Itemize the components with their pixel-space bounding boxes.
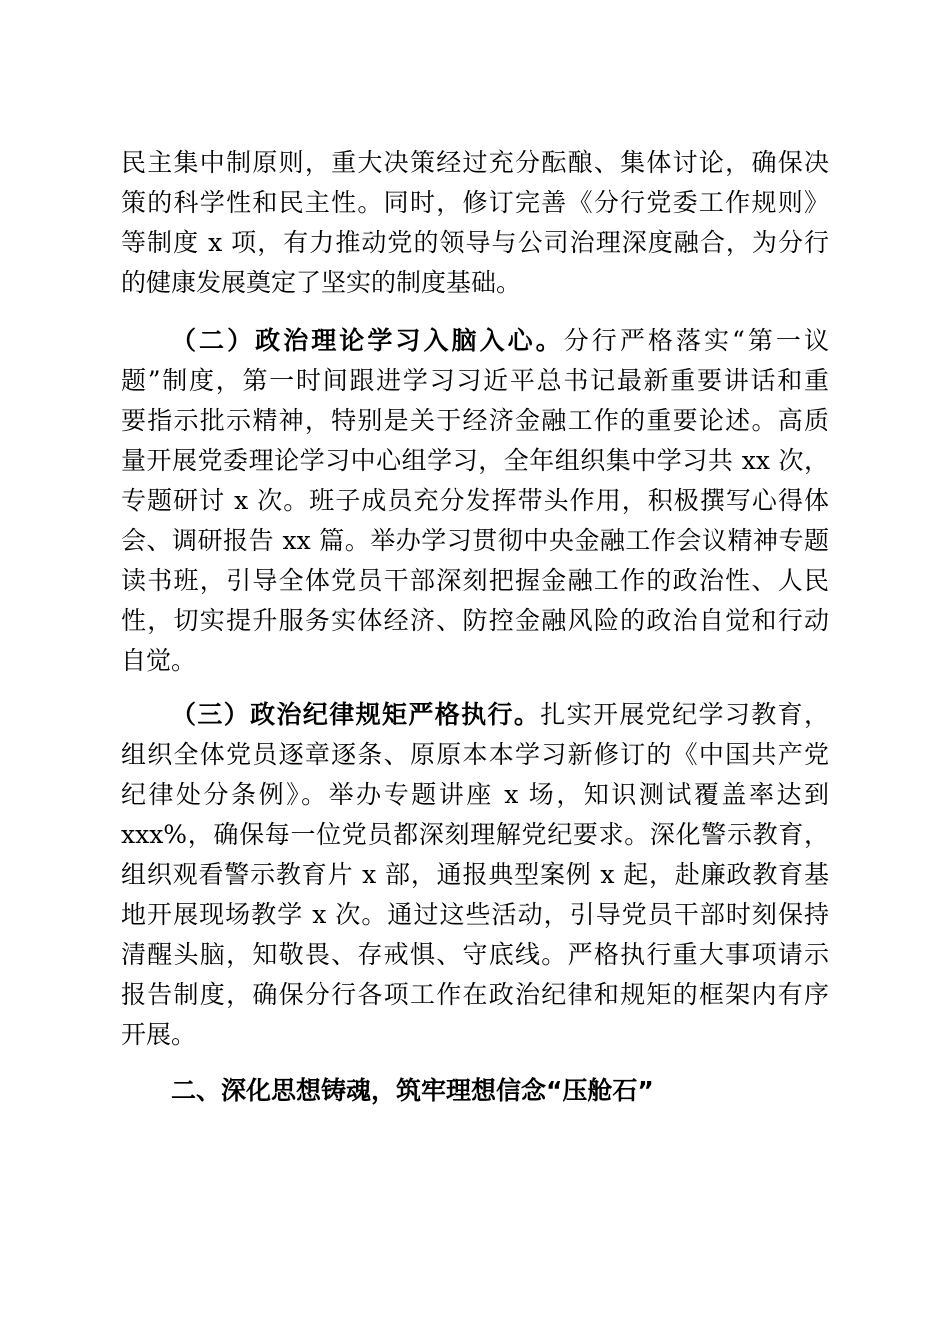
text-line: 量开展党委理论学习中心组学习，全年组织集中学习共 xx 次， [121, 446, 829, 475]
subsection-heading: （三）政治纪律规矩严格执行。 [171, 700, 541, 729]
text-line: 会、调研报告 xx 篇。举办学习贯彻中央金融工作会议精神专题 [121, 526, 829, 555]
text-line: 报告制度，确保分行各项工作在政治纪律和规矩的框架内有序 [121, 980, 829, 1009]
text-line: 民主集中制原则，重大决策经过充分酝酿、集体讨论，确保决 [121, 148, 829, 177]
text-line: 题”制度，第一时间跟进学习习近平总书记最新重要讲话和重 [121, 366, 829, 395]
text-line: 专题研讨 x 次。班子成员充分发挥带头作用，积极撰写心得体 [121, 486, 829, 515]
text-run: 分行严格落实“第一议 [563, 326, 829, 355]
text-line [121, 321, 829, 361]
paragraph-1 [121, 143, 829, 303]
text-line: 读书班，引导全体党员干部深刻把握金融工作的政治性、人民 [121, 566, 829, 595]
text-line: 策的科学性和民主性。同时，修订完善《分行党委工作规则》 [121, 188, 829, 217]
text-line: 自觉。 [121, 646, 197, 675]
paragraph-3 [121, 695, 829, 1055]
subsection-heading: （二）政治理论学习入脑入心。 [171, 326, 564, 355]
text-line: 等制度 x 项，有力推动党的领导与公司治理深度融合，为分行 [121, 228, 829, 257]
text-line: 清醒头脑，知敬畏、存戒惧、守底线。严格执行重大事项请示 [121, 940, 829, 969]
text-line: 组织观看警示教育片 x 部，通报典型案例 x 起，赴廉政教育基 [121, 860, 829, 889]
text-line: 地开展现场教学 x 次。通过这些活动，引导党员干部时刻保持 [121, 900, 829, 929]
text-line: 开展。 [121, 1020, 197, 1049]
text-line: 要指示批示精神，特别是关于经济金融工作的重要论述。高质 [121, 406, 829, 435]
document-body [121, 143, 829, 1111]
paragraph-2 [121, 321, 829, 681]
text-line: 性，切实提升服务实体经济、防控金融风险的政治自觉和行动 [121, 606, 829, 635]
text-line: 纪律处分条例》。举办专题讲座 x 场，知识测试覆盖率达到 [121, 780, 829, 809]
text-line: 组织全体党员逐章逐条、原原本本学习新修订的《中国共产党 [121, 740, 829, 769]
text-line: 的健康发展奠定了坚实的制度基础。 [121, 268, 522, 297]
text-line [121, 695, 829, 735]
text-run: 扎实开展党纪学习教育， [540, 700, 829, 729]
text-line: xxx%，确保每一位党员都深刻理解党纪要求。深化警示教育， [121, 820, 829, 849]
section-heading: 二、深化思想铸魂，筑牢理想信念“压舱石” [171, 1076, 654, 1105]
